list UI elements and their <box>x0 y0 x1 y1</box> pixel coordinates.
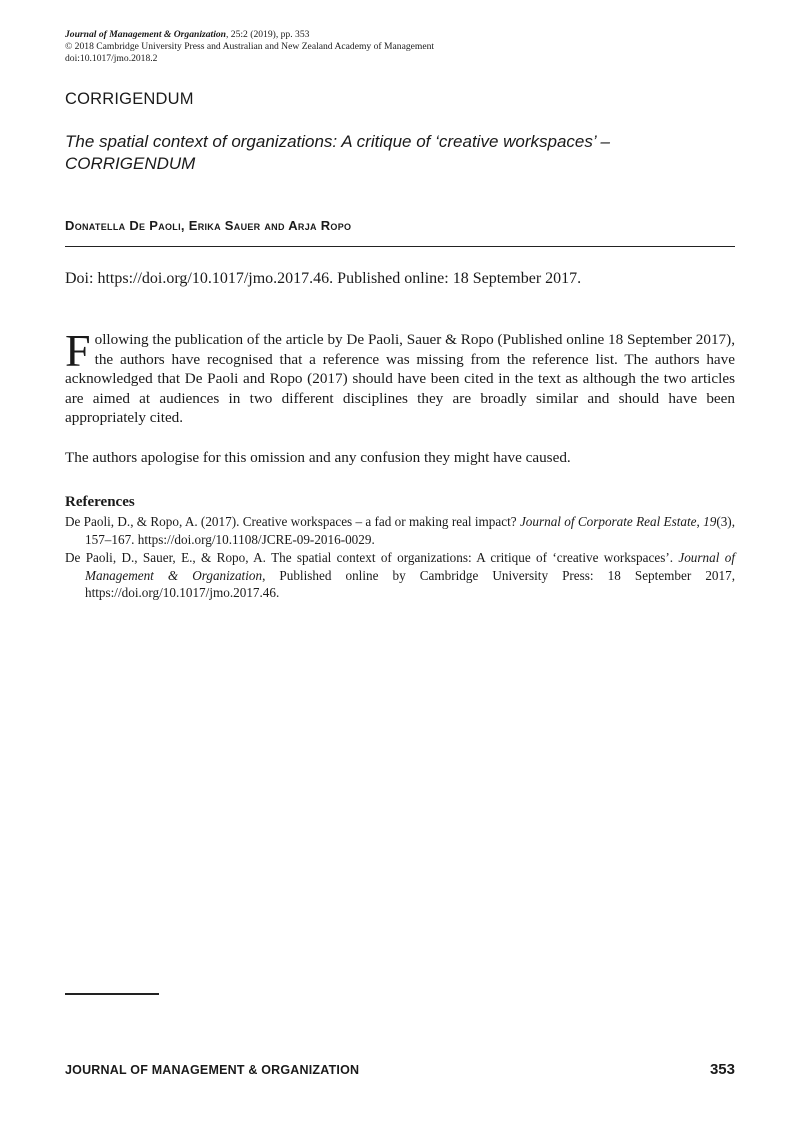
reference-journal: Journal of Corporate Real Estate <box>519 514 697 529</box>
article-title: The spatial context of organizations: A critique of ‘creative workspaces’ – CORRIGENDUM <box>65 132 610 173</box>
reference-text: De Paoli, D., & Ropo, A. (2017). Creative workspaces – a fad or making real impact? <box>65 514 520 529</box>
footer-journal-name: JOURNAL OF MANAGEMENT & ORGANIZATION <box>65 1063 360 1077</box>
reference-text: De Paoli, D., Sauer, E., & Ropo, A. The spatial context of organizations: A critique of ‘creative workspaces’. <box>65 550 679 565</box>
masthead-issue: , 25:2 (2019), pp. 353 <box>226 29 310 40</box>
masthead-copyright: © 2018 Cambridge University Press and Australian and New Zealand Academy of Management <box>65 41 435 53</box>
reference-journal: Journal of Management & Organization <box>85 550 735 583</box>
footnote-divider <box>65 993 159 995</box>
page-number: 353 <box>709 1061 735 1078</box>
doi-line[interactable]: Doi: https://doi.org/10.1017/jmo.2017.46. Published online: 18 September 2017. <box>65 270 582 287</box>
masthead <box>65 29 434 66</box>
reference-item <box>65 549 735 602</box>
author-list: Donatella De Paoli, Erika Sauer and Arja Ropo <box>65 218 352 233</box>
reference-text-tail[interactable]: , Published online by Cambridge University Press: 18 September 2017, https://doi.org/10.1017/jmo.2017.46. <box>85 567 735 601</box>
masthead-doi[interactable]: doi:10.1017/jmo.2018.2 <box>65 53 158 65</box>
drop-cap: F <box>65 325 91 376</box>
body-paragraph-2: The authors apologise for this omission and any confusion they might have caused. <box>65 449 571 466</box>
masthead-citation <box>65 29 434 41</box>
body-paragraph-1 <box>65 325 735 428</box>
reference-volume: 19 <box>703 514 717 529</box>
reference-text-tail[interactable]: (3), 157–167. https://doi.org/10.1108/JCRE-09-2016-0029. <box>85 514 735 547</box>
masthead-journal-name: Journal of Management & Organization <box>65 29 226 40</box>
body-paragraph-1-text: ollowing the publication of the article by De Paoli, Sauer & Ropo (Published online 18 September 2017), the authors have recognised that a reference was missing from the reference list. The authors have acknowledged that De Paoli and Ropo (2017) should have been cited in the text as although the two articles are aimed at audiences in two different disciplines they are broadly similar and should have been appropriately cited. <box>65 331 735 427</box>
reference-separator: , <box>696 514 704 529</box>
reference-item <box>65 513 735 548</box>
section-label: CORRIGENDUM <box>65 90 194 108</box>
references-heading: References <box>65 494 135 510</box>
header-divider <box>65 246 735 247</box>
